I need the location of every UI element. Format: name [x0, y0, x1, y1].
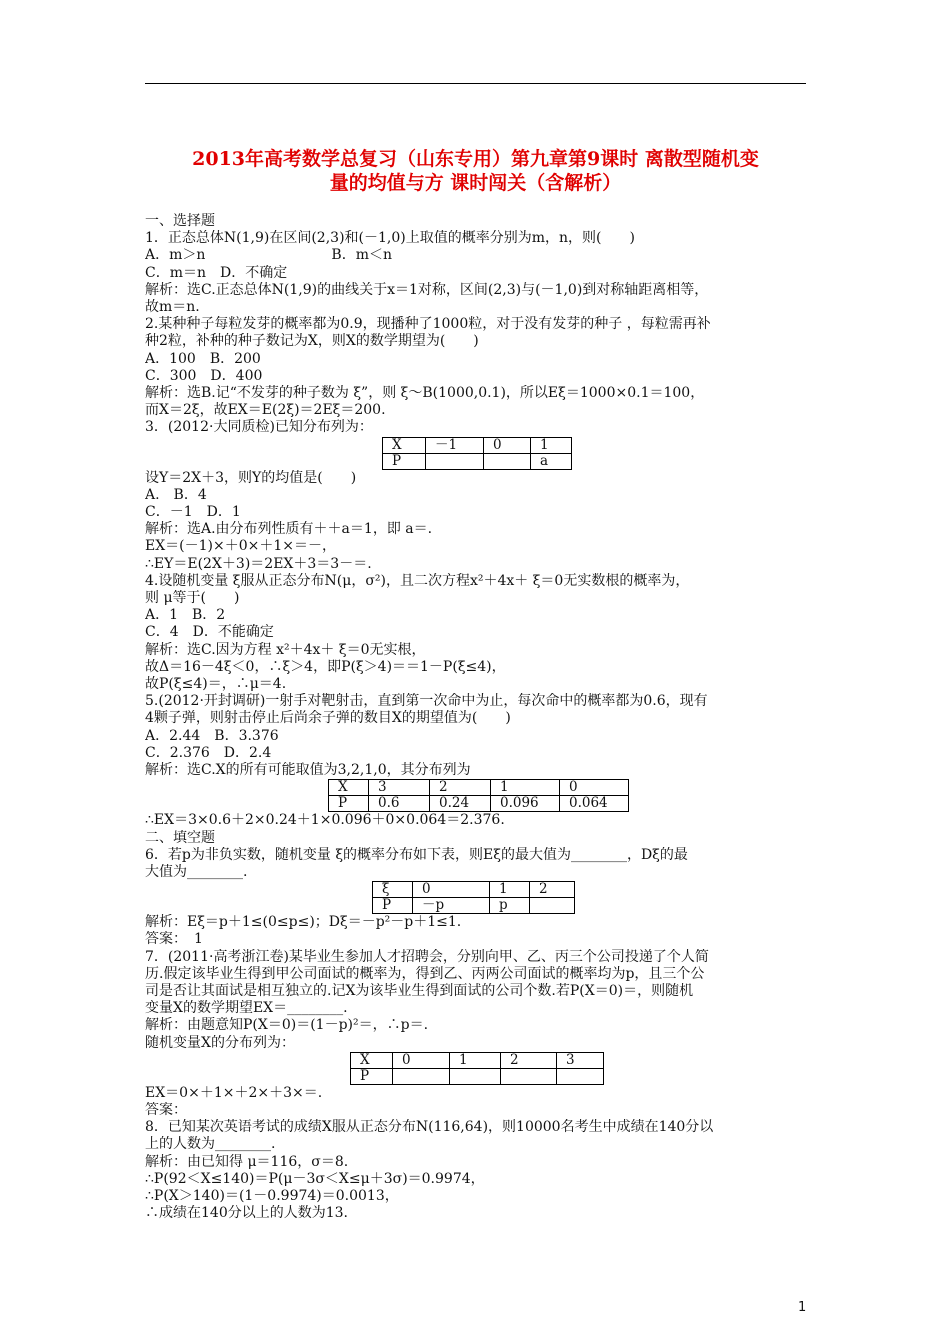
- options: A．2.44 B．3.376: [145, 727, 279, 744]
- page-number: 1: [798, 1300, 807, 1315]
- table-cell: 2: [501, 1052, 557, 1068]
- table-wrap: [328, 779, 807, 812]
- question-5: 5.(2012·开封调研)一射手对靶射击，直到第一次命中为止，每次命中的概率都为0.6，现有: [145, 693, 708, 710]
- question-3: 设Y＝2X＋3，则Y的均值是( ): [145, 469, 357, 486]
- table-cell: 0.064: [560, 796, 629, 812]
- table-cell: [426, 453, 484, 469]
- solution: 解析：由题意知P(X＝0)＝(1－p)²＝，∴p＝.: [145, 1017, 429, 1034]
- solution: 解析：选C.正态总体N(1,9)的曲线关于x＝1对称，区间(2,3)与(－1,0)到对称轴距离相等，: [145, 281, 709, 298]
- table-cell: P: [329, 796, 369, 812]
- table-wrap: [350, 1052, 807, 1085]
- table-cell: [393, 1068, 450, 1084]
- table-cell: 0: [393, 1052, 450, 1068]
- table-cell: 1: [490, 882, 530, 898]
- solution: EX＝(－1)×＋0×＋1×＝－，: [145, 538, 337, 555]
- table-cell: [530, 898, 575, 914]
- table-row: [383, 437, 572, 453]
- options: A．100 B．200: [145, 350, 261, 367]
- table-cell: 1: [531, 437, 572, 453]
- table-cell: 3: [557, 1052, 604, 1068]
- solution: 随机变量X的分布列为：: [145, 1034, 295, 1051]
- question-7: 7．(2011·高考浙江卷)某毕业生参加人才招聘会，分别向甲、乙、丙三个公司投递了个人简: [145, 948, 709, 965]
- document-title: [145, 147, 806, 195]
- table-cell: 0: [413, 882, 490, 898]
- table-wrap: [372, 881, 807, 914]
- question-5: 4颗子弹，则射击停止后尚余子弹的数目X的期望值为( ): [145, 710, 511, 727]
- table-cell: 2: [530, 882, 575, 898]
- question-2: 2.某种种子每粒发芽的概率都为0.9，现播种了1000粒，对于没有发芽的种子 ，每粒需再补: [145, 316, 711, 333]
- distribution-table-q7: [350, 1052, 604, 1085]
- options: C．2.376 D．2.4: [145, 744, 272, 761]
- question-8: 8．已知某次英语考试的成绩X服从正态分布N(116,64)，则10000名考生中成绩在140分以: [145, 1119, 714, 1136]
- table-cell: 2: [430, 780, 491, 796]
- options: A. B．4: [145, 486, 207, 503]
- table-row: [351, 1068, 604, 1084]
- table-cell: 1: [491, 780, 560, 796]
- title-line-1: 2013年高考数学总复习（山东专用）第九章第9课时 离散型随机变: [192, 148, 759, 170]
- table-row: [329, 796, 629, 812]
- question-7: 司是否让其面试是相互独立的.记X为该毕业生得到面试的公司个数.若P(X＝0)＝，则随机: [145, 982, 694, 999]
- table-cell: 0.6: [369, 796, 430, 812]
- distribution-table-q5: [328, 779, 629, 812]
- options: A．m＞n B．m＜n: [145, 247, 392, 264]
- solution: 解析：选A.由分布列性质有＋＋a＝1，即 a＝.: [145, 521, 433, 538]
- distribution-table-q6: [372, 881, 575, 914]
- table-row: [373, 898, 575, 914]
- table-cell: [450, 1068, 501, 1084]
- header-rule: [145, 83, 806, 84]
- question-7: 历.假定该毕业生得到甲公司面试的概率为，得到乙、丙两公司面试的概率均为p，且三个公: [145, 965, 705, 982]
- table-cell: a: [531, 453, 572, 469]
- table-row: [329, 780, 629, 796]
- table-cell: [484, 453, 531, 469]
- document-body: [145, 213, 807, 1222]
- solution: ∴EY＝E(2X＋3)＝2EX＋3＝3－＝.: [145, 555, 372, 572]
- table-row: [373, 882, 575, 898]
- options: C．－1 D．1: [145, 504, 241, 521]
- table-cell: [501, 1068, 557, 1084]
- table-cell: P: [373, 898, 413, 914]
- question-2: 种2粒，补种的种子数记为X，则X的数学期望为( ): [145, 333, 479, 350]
- solution: ∴P(X＞140)＝(1－0.9974)＝0.0013，: [145, 1187, 399, 1204]
- options: C．4 D．不能确定: [145, 624, 274, 641]
- solution: EX＝0×＋1×＋2×＋3×＝.: [145, 1084, 323, 1101]
- table-cell: 1: [450, 1052, 501, 1068]
- table-row: [351, 1052, 604, 1068]
- answer: 答案： 1: [145, 931, 203, 948]
- table-cell: X: [351, 1052, 393, 1068]
- solution: ∴成绩在140分以上的人数为13.: [145, 1205, 348, 1222]
- table-cell: X: [383, 437, 426, 453]
- options: C．300 D．400: [145, 367, 263, 384]
- table-cell: [557, 1068, 604, 1084]
- question-4: 4.设随机变量 ξ服从正态分布N(μ，σ²)，且二次方程x²＋4x＋ ξ＝0无实数根的概率为，: [145, 572, 690, 589]
- table-cell: 0: [560, 780, 629, 796]
- question-6: 6．若p为非负实数，随机变量 ξ的概率分布如下表，则Eξ的最大值为________，Dξ的最: [145, 846, 688, 863]
- table-cell: －1: [426, 437, 484, 453]
- options: A．1 B．2: [145, 607, 226, 624]
- solution: 故m＝n.: [145, 299, 200, 316]
- question-1: 1．正态总体N(1,9)在区间(2,3)和(－1,0)上取值的概率分别为m，n，则( ): [145, 230, 635, 247]
- question-4: 则 μ等于( ): [145, 590, 240, 607]
- table-cell: 0: [484, 437, 531, 453]
- table-cell: 3: [369, 780, 430, 796]
- question-8: 上的人数为________.: [145, 1136, 276, 1153]
- table-cell: 0.24: [430, 796, 491, 812]
- table-cell: p: [490, 898, 530, 914]
- solution: 故P(ξ≤4)＝，∴μ＝4.: [145, 676, 287, 693]
- question-3: 3．(2012·大同质检)已知分布列为：: [145, 419, 373, 436]
- table-cell: X: [329, 780, 369, 796]
- solution: 解析：选B.记“不发芽的种子数为 ξ”，则 ξ～B(1000,0.1)，所以Eξ＝1000×0.1＝100，: [145, 385, 705, 402]
- table-row: [383, 453, 572, 469]
- table-cell: P: [383, 453, 426, 469]
- solution: 故Δ＝16－4ξ＜0，∴ξ＞4，即P(ξ＞4)＝＝1－P(ξ≤4)，: [145, 658, 506, 675]
- solution: ∴P(92＜X≤140)＝P(μ－3σ＜X≤μ＋3σ)＝0.9974，: [145, 1170, 485, 1187]
- solution: 而X＝2ξ，故EX＝E(2ξ)＝2Eξ＝200.: [145, 402, 386, 419]
- solution: 解析：选C.X的所有可能取值为3,2,1,0，其分布列为: [145, 762, 471, 779]
- solution: 解析：Eξ＝p＋1≤(0≤p≤)；Dξ＝－p²－p＋1≤1.: [145, 914, 462, 931]
- section-heading: 一、选择题: [145, 213, 215, 229]
- table-cell: －p: [413, 898, 490, 914]
- distribution-table-q3: [382, 437, 572, 470]
- question-7: 变量X的数学期望EX＝________.: [145, 1000, 348, 1017]
- solution: 解析：选C.因为方程 x²＋4x＋ ξ＝0无实根，: [145, 641, 426, 658]
- answer: 答案：: [145, 1101, 187, 1118]
- table-cell: 0.096: [491, 796, 560, 812]
- options: C．m＝n D．不确定: [145, 264, 288, 281]
- table-cell: ξ: [373, 882, 413, 898]
- solution: 解析：由已知得 μ＝116，σ＝8.: [145, 1153, 349, 1170]
- table-wrap: [382, 437, 807, 470]
- question-6: 大值为________.: [145, 863, 248, 880]
- section-heading: 二、填空题: [145, 829, 215, 846]
- solution: ∴EX＝3×0.6＋2×0.24＋1×0.096＋0×0.064＝2.376.: [145, 812, 505, 829]
- title-line-2: 量的均值与方 课时闯关（含解析）: [329, 172, 622, 194]
- table-cell: P: [351, 1068, 393, 1084]
